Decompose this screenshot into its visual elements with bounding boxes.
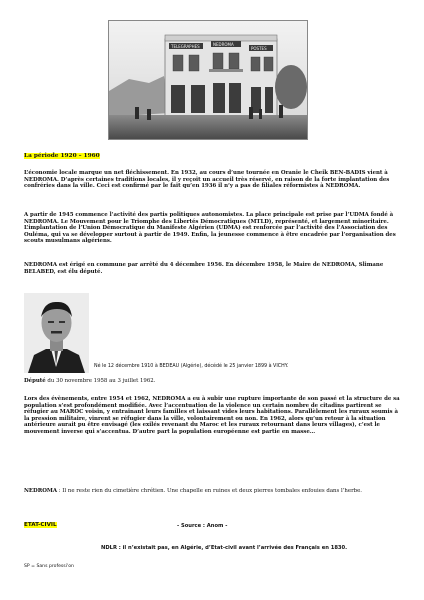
sign-center: NEDROMA: [213, 42, 234, 47]
etat-civil-text: ETAT-CIVIL: [24, 522, 57, 528]
paragraph-5-text: : Il ne reste rien du cimetière chrétien. Une chapelle en ruines et deux pierres tombales enfouies dans l’herbe.: [57, 488, 363, 494]
paragraph-5: [24, 488, 402, 495]
paragraph-2: A partir de 1945 commence l’activité des partis politiques autonomistes. La place principale est prise par l’UDMA fondé à NEDROMA. Le Mouvement pour le Triomphe des Libertés Démocratiques (MTLD), représenté, et largement minoritaire. L’implantation de l’Union Démocratique du Manifeste Algérien (UDMA) est renforcée par l’activité des l’Association des Ouléma, qui va se développer surtout à partir de 1949. Enfin, la jeunesse commence à être encadrée par l’organisation des scouts musulmans algériens.: [24, 212, 396, 244]
etat-civil-heading: [24, 522, 57, 528]
ndlr-note: NDLR : il n’existait pas, en Algérie, d’Etat-civil avant l’arrivée des Français en 1830.: [101, 545, 348, 551]
period-heading: [24, 153, 100, 159]
post-office-photo: [108, 20, 308, 140]
portrait-photo: [24, 293, 89, 373]
sign-right: POSTES: [251, 46, 267, 51]
sp-footnote: SP = Sans professi'on: [24, 564, 74, 569]
depute-label: Député: [24, 378, 46, 384]
paragraph-3: NEDROMA est érigé en commune par arrêté du 4 décembre 1956. En décembre 1958, le Maire de NEDROMA, Slimane BELABED, est élu député.: [24, 262, 384, 275]
paragraph-1: L’économie locale marque un net fléchissement. En 1932, au cours d’une tournée en Oranie le Cheik BEN-BADIS vient à NEDROMA. D’après certaines traditions locales, il y reçoit un accueil très réservé, en raison de la forte implantation des confréries dans la ville. Ceci est confirmé par le fait qu’en 1936 il n’y a pas de filiales réformistes à NEDROMA.: [24, 170, 390, 189]
period-heading-text: La période 1920 – 1960: [24, 153, 100, 159]
paragraph-4: Lors des évènements, entre 1954 et 1962, NEDROMA a eu à subir une rupture importante de son passé et la structure de sa population s’est profondément modifiée. Avec l’accentuation de la violence un certain nombre de citadins partirent se réfugier au MAROC voisin, y entraînant leurs familles et laissant vides leurs habitations. Parallèlement les ruraux soumis à la pression militaire, vinrent se réfugier dans la ville, volontairement ou non. En 1962, alors qu’un retour à la situation antérieure aurait pu être envisagé (les exilés revenant du Maroc et les ruraux retournant dans leurs villages), c’est le mouvement inverse qui s’accentua. D’autre part la population européenne est partie en masse…: [24, 396, 400, 435]
depute-dates: du 30 novembre 1958 au 3 juillet 1962.: [45, 378, 156, 384]
sign-left: TELEGRAPHES: [171, 44, 200, 49]
depute-line: [24, 378, 402, 385]
portrait-caption: Né le 12 décembre 1910 à BEDEAU (Algérie), décédé le 25 janvier 1899 à VICHY.: [94, 364, 289, 369]
source-note: - Source : Anom -: [177, 523, 228, 529]
paragraph-5-label: NEDROMA: [24, 488, 58, 494]
